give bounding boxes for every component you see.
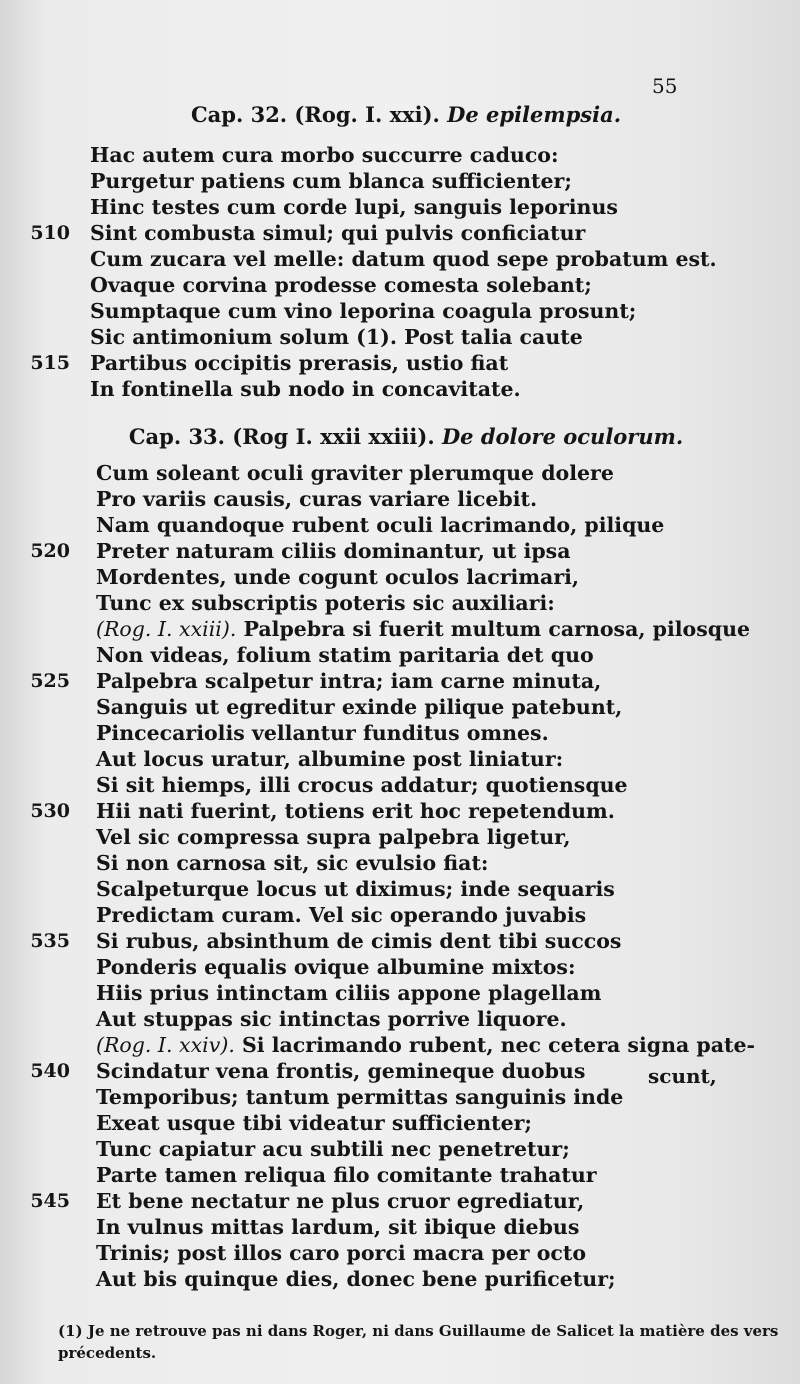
line-content: Ovaque corvina prodesse comesta solebant;	[90, 273, 592, 297]
line-text	[96, 1214, 579, 1240]
line-content: Non videas, folium statim paritaria det quo	[96, 643, 594, 667]
line-content: Nam quandoque rubent oculi lacrimando, pilique	[96, 513, 665, 537]
line-text	[96, 824, 571, 850]
line-content: Mordentes, unde cogunt oculos lacrimari,	[96, 565, 580, 589]
line-content: Purgetur patiens cum blanca sufficienter;	[90, 169, 572, 193]
line-content: Tunc ex subscriptis poteris sic auxiliari:	[96, 591, 555, 615]
line-number: 530	[30, 800, 70, 822]
line-text	[96, 798, 615, 824]
line-number: 545	[30, 1190, 70, 1212]
line-text	[96, 980, 601, 1006]
roger-reference: (Rog. I. xxiv).	[96, 1033, 235, 1057]
line-text	[96, 668, 601, 694]
line-text	[96, 1032, 755, 1058]
line-content: Predictam curam. Vel sic operando juvabis	[96, 903, 587, 927]
line-content: Cum zucara vel melle: datum quod sepe probatum est.	[90, 247, 717, 271]
line-content: Aut bis quinque dies, donec bene purificetur;	[96, 1267, 616, 1291]
line-text	[96, 902, 586, 928]
line-content: Hii nati fuerint, totiens erit hoc repetendum.	[96, 799, 615, 823]
line-content: Sumptaque cum vino leporina coagula prosunt;	[90, 299, 637, 323]
line-text	[96, 720, 549, 746]
line-text	[96, 746, 563, 772]
line-text	[96, 1058, 585, 1084]
line-content: Partibus occipitis prerasis, ustio fiat	[90, 351, 509, 375]
line-text	[96, 512, 664, 538]
line-text	[96, 1110, 532, 1136]
line-content: Trinis; post illos caro porci macra per octo	[96, 1241, 587, 1265]
line-content: Si non carnosa sit, sic evulsio fiat:	[96, 851, 489, 875]
line-text	[96, 486, 537, 512]
line-content: Sic antimonium solum (1). Post talia caute	[90, 325, 583, 349]
line-text	[96, 1136, 570, 1162]
line-text	[96, 616, 750, 642]
line-text	[96, 1006, 567, 1032]
line-text	[96, 642, 594, 668]
line-text	[96, 460, 614, 486]
line-content: Cum soleant oculi graviter plerumque dolere	[96, 461, 614, 485]
page-number: 55	[652, 74, 678, 98]
line-text	[90, 350, 508, 376]
line-content: Si rubus, absinthum de cimis dent tibi succos	[96, 929, 622, 953]
line-content: Exeat usque tibi videatur sufficienter;	[96, 1111, 532, 1135]
line-text	[96, 772, 628, 798]
line-text	[96, 1266, 616, 1292]
line-text	[90, 324, 583, 350]
line-text	[96, 928, 621, 954]
line-content: Vel sic compressa supra palpebra ligetur,	[96, 825, 571, 849]
line-content: Palpebra scalpetur intra; iam carne minuta,	[96, 669, 602, 693]
line-content: Parte tamen reliqua filo comitante trahatur	[96, 1163, 597, 1187]
line-content: In fontinella sub nodo in concavitate.	[90, 377, 521, 401]
line-content: In vulnus mittas lardum, sit ibique diebus	[96, 1215, 580, 1239]
line-content: Temporibus; tantum permittas sanguinis inde	[96, 1085, 624, 1109]
line-text	[96, 1084, 623, 1110]
line-text	[90, 376, 521, 402]
line-text	[96, 590, 555, 616]
line-content: Hac autem cura morbo succurre caduco:	[90, 143, 559, 167]
line-content: Pro variis causis, curas variare licebit.	[96, 487, 538, 511]
line-content: Aut locus uratur, albumine post liniatur:	[96, 747, 564, 771]
line-text	[96, 1240, 586, 1266]
line-text	[96, 694, 622, 720]
line-number: 525	[30, 670, 70, 692]
chapter-33-title: De dolore oculorum.	[441, 424, 684, 449]
line-text	[90, 168, 572, 194]
footnote: (1) Je ne retrouve pas ni dans Roger, ni dans Guillaume de Salicet la matière des vers précedents.	[58, 1322, 779, 1362]
line-overflow-word: scunt,	[648, 1064, 717, 1088]
line-text	[90, 272, 592, 298]
line-text	[90, 194, 618, 220]
line-content: Hiis prius intinctam ciliis appone plagellam	[96, 981, 602, 1005]
line-number: 515	[30, 352, 70, 374]
line-content: Preter naturam ciliis dominantur, ut ipsa	[96, 539, 571, 563]
chapter-33-label: Cap. 33. (Rog I. xxii xxiii).	[128, 424, 435, 449]
line-content: Scindatur vena frontis, gemineque duobus	[96, 1059, 586, 1083]
line-content: Sanguis ut egreditur exinde pilique patebunt,	[96, 695, 623, 719]
line-content: Et bene nectatur ne plus cruor egrediatur,	[96, 1189, 585, 1213]
line-content: Hinc testes cum corde lupi, sanguis leporinus	[90, 195, 618, 219]
line-content: Tunc capiatur acu subtili nec penetretur;	[96, 1137, 570, 1161]
line-content: Palpebra si fuerit multum carnosa, pilosque	[236, 617, 751, 641]
line-text	[96, 1188, 584, 1214]
line-content: Si sit hiemps, illi crocus addatur; quotiensque	[96, 773, 628, 797]
line-content: Scalpeturque locus ut diximus; inde sequaris	[96, 877, 615, 901]
line-text	[96, 538, 570, 564]
line-text	[90, 220, 585, 246]
line-content: Aut stuppas sic intinctas porrive liquore.	[96, 1007, 567, 1031]
line-text	[90, 298, 636, 324]
chapter-32-title: De epilempsia.	[447, 102, 622, 127]
line-number: 535	[30, 930, 70, 952]
line-number: 540	[30, 1060, 70, 1082]
line-text	[96, 1162, 597, 1188]
line-content: Sint combusta simul; qui pulvis conficiatur	[90, 221, 586, 245]
line-text	[90, 142, 559, 168]
line-content: Si lacrimando rubent, nec cetera signa pate-	[234, 1033, 756, 1057]
line-text	[96, 876, 615, 902]
line-content: Pincecariolis vellantur funditus omnes.	[96, 721, 549, 745]
line-number: 520	[30, 540, 70, 562]
line-text	[90, 246, 717, 272]
line-number: 510	[30, 222, 70, 244]
line-text	[96, 850, 488, 876]
roger-reference: (Rog. I. xxiii).	[96, 617, 237, 641]
chapter-32-label: Cap. 32. (Rog. I. xxi).	[190, 102, 440, 127]
line-text	[96, 954, 576, 980]
line-content: Ponderis equalis ovique albumine mixtos:	[96, 955, 576, 979]
line-text	[96, 564, 579, 590]
